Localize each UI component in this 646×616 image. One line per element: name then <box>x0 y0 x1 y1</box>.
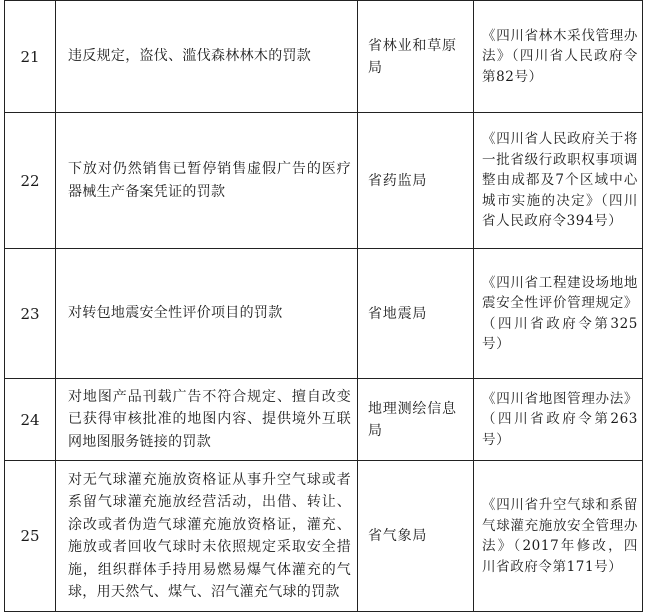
row-number: 22 <box>5 113 56 249</box>
item-description: 下放对仍然销售已暂停销售虚假广告的医疗器械生产备案凭证的罚款 <box>56 113 358 249</box>
row-number: 25 <box>5 461 56 612</box>
legal-basis: 《四川省升空气球和系留气球灌充施放安全管理办法》（2017年修改，四川省政府令第171号） <box>474 461 643 612</box>
table-row <box>5 113 643 249</box>
department: 省气象局 <box>358 461 474 612</box>
row-number: 24 <box>5 379 56 461</box>
legal-basis: 《四川省人民政府关于将一批省级行政职权事项调整由成都及7个区域中心城市实施的决定》（四川省人民政府令394号） <box>474 113 643 249</box>
department: 地理测绘信息局 <box>358 379 474 461</box>
department: 省林业和草原局 <box>358 1 474 113</box>
row-number: 21 <box>5 1 56 113</box>
department: 省药监局 <box>358 113 474 249</box>
item-description: 对地图产品刊载广告不符合规定、擅自改变已获得审核批准的地图内容、提供境外互联网地图服务链接的罚款 <box>56 379 358 461</box>
item-description: 对无气球灌充施放资格证从事升空气球或者系留气球灌充施放经营活动，出借、转让、涂改或者伪造气球灌充施放资格证，灌充、施放或者回收气球时未依照规定采取安全措施，组织群体手持用易燃易爆气体灌充的气球，用天然气、煤气、沼气灌充气球的罚款 <box>56 461 358 612</box>
item-description: 对转包地震安全性评价项目的罚款 <box>56 249 358 379</box>
row-number: 23 <box>5 249 56 379</box>
table-row <box>5 1 643 113</box>
table-row <box>5 249 643 379</box>
legal-basis: 《四川省工程建设场地地震安全性评价管理规定》（四川省政府令第325号） <box>474 249 643 379</box>
table-row <box>5 379 643 461</box>
legal-basis: 《四川省地图管理办法》（四川省政府令第263号） <box>474 379 643 461</box>
legal-basis: 《四川省林木采伐管理办法》（四川省人民政府令第82号） <box>474 1 643 113</box>
department: 省地震局 <box>358 249 474 379</box>
table-row <box>5 461 643 612</box>
penalty-items-table <box>4 0 643 612</box>
item-description: 违反规定，盗伐、滥伐森林林木的罚款 <box>56 1 358 113</box>
